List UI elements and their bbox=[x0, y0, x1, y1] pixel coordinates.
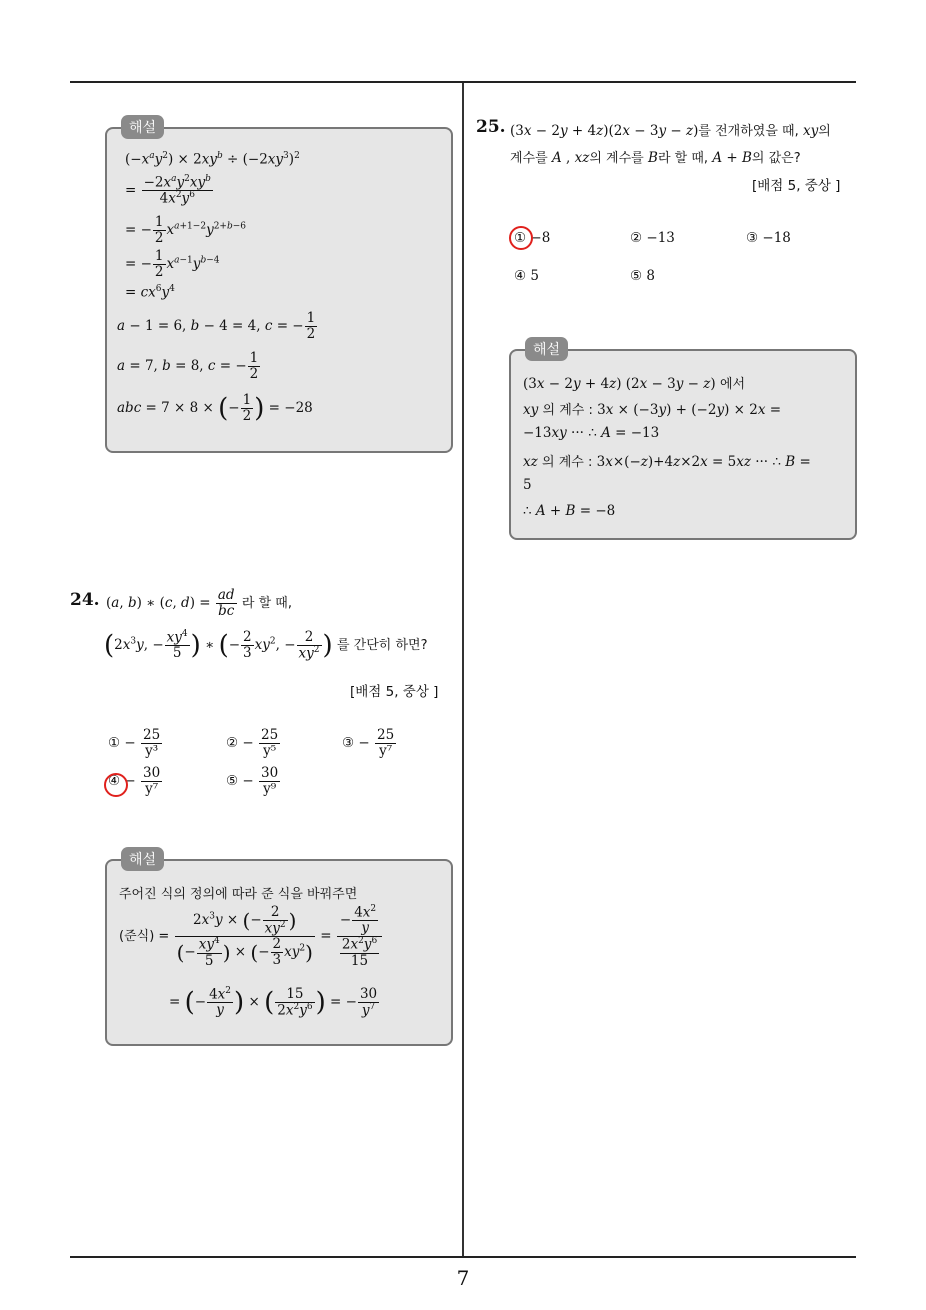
q24-choice-1[interactable]: ① − $\frac{25}{\text{y³}}$ bbox=[108, 727, 161, 759]
q24-choice-2[interactable]: ② − $\frac{25}{\text{y⁵}}$ bbox=[226, 727, 279, 759]
sol23-line6: a − 1 = 6, b − 4 = 4, c = − $\frac{1}{2}$ bbox=[117, 310, 316, 342]
bottom-rule bbox=[70, 1256, 856, 1258]
q25-choice-1[interactable]: ① −8 bbox=[514, 230, 551, 246]
q24-choice-4[interactable]: ④ − $\frac{30}{\text{y⁷}}$ bbox=[108, 765, 161, 797]
sol25-line2: xy 의 계수 : 3x × (−3y) + (−2y) × 2x = bbox=[523, 402, 782, 418]
q25-score: [배점 5, 중상 ] bbox=[752, 178, 841, 194]
q24-score: [배점 5, 중상 ] bbox=[350, 684, 439, 700]
solution-tag: 해설 bbox=[121, 115, 164, 139]
q24-line2: ($2x^3y$, − $\frac{xy^4}{5}$ ) ∗ (− $\frac{2}{3}$ $xy^2$, − $\frac{2}{xy^2}$ ) 를 간단히 하면? bbox=[104, 629, 428, 662]
question-number-24: 24. bbox=[70, 590, 100, 610]
q25-choice-5[interactable]: ⑤ 8 bbox=[630, 268, 655, 284]
solution-tag: 해설 bbox=[121, 847, 164, 871]
q25-choice-4[interactable]: ④ 5 bbox=[514, 268, 539, 284]
q24-line1: (a, b) ∗ (c, d) = $\frac{ad}{bc}$ 라 할 때, bbox=[106, 587, 292, 619]
sol23-line8: abc = 7 × 8 × (− $\frac{1}{2}$ ) = −28 bbox=[117, 392, 313, 424]
answer-mark-circle bbox=[509, 226, 533, 250]
solution-box-24 bbox=[105, 852, 453, 1046]
sol25-line5: 5 bbox=[523, 477, 532, 493]
question-number-25: 25. bbox=[476, 117, 506, 137]
sol24-line2: (준식) = $2x^3y$ × (− $\frac{2}{xy^2}$ ) (− $\frac{xy^4}{5}$ ) × (− $\frac{2}{3}$ $xy^2$) = − $\frac{4x^2}{y}$ $\frac{2x^2y^6}{15}$ bbox=[119, 905, 383, 968]
solution-box-23 bbox=[105, 120, 453, 453]
sol25-line1: (3x − 2y + 4z) (2x − 3y − z) 에서 bbox=[523, 376, 746, 392]
q24-choice-3[interactable]: ③ − $\frac{25}{\text{y⁷}}$ bbox=[342, 727, 395, 759]
sol23-line2: = $\frac{-2x^ay^2xy^b}{4x^2y^6}$ bbox=[125, 174, 211, 207]
sol24-intro: 주어진 식의 정의에 따라 준 식을 바꿔주면 bbox=[119, 887, 358, 902]
solution-tag: 해설 bbox=[525, 337, 568, 361]
sol23-line1: $(-x^ay^2) \times 2xy^b \div (-2xy^3)^2$ bbox=[125, 151, 300, 168]
q24-choice-5[interactable]: ⑤ − $\frac{30}{\text{y⁹}}$ bbox=[226, 765, 279, 797]
q25-line1: (3x − 2y + 4z)(2x − 3y − z)를 전개하였을 때, xy의 bbox=[510, 123, 831, 139]
sol23-line4: = − $\frac{1}{2}$ $x^{a-1}y^{b-4}$ bbox=[125, 248, 220, 280]
q25-choice-2[interactable]: ② −13 bbox=[630, 230, 675, 246]
sol25-line6: ∴ A + B = −8 bbox=[523, 503, 616, 519]
sol25-line3: −13xy ··· ∴ A = −13 bbox=[523, 425, 660, 441]
sol25-line4: xz 의 계수 : 3x×(−z)+4z×2x = 5xz ··· ∴ B = bbox=[523, 454, 811, 470]
sol24-line3: = (− $\frac{4x^2}{y}$ ) × ( $\frac{15}{2x^2y^6}$ ) = − $\frac{30}{y^7}$ bbox=[169, 986, 378, 1019]
sol23-line3: = − $\frac{1}{2}$ $x^{a+1-2}y^{2+b-6}$ bbox=[125, 214, 247, 246]
sol23-line5: = $cx^6y^4$ bbox=[125, 284, 175, 301]
q25-line2: 계수를 A , xz의 계수를 B라 할 때, A + B의 값은? bbox=[510, 150, 801, 166]
q25-choice-3[interactable]: ③ −18 bbox=[746, 230, 791, 246]
page-number: 7 bbox=[456, 1266, 470, 1290]
solution-box-25 bbox=[509, 342, 857, 540]
column-divider bbox=[462, 83, 464, 1256]
answer-mark-circle bbox=[104, 773, 128, 797]
sol23-line7: a = 7, b = 8, c = − $\frac{1}{2}$ bbox=[117, 350, 259, 382]
